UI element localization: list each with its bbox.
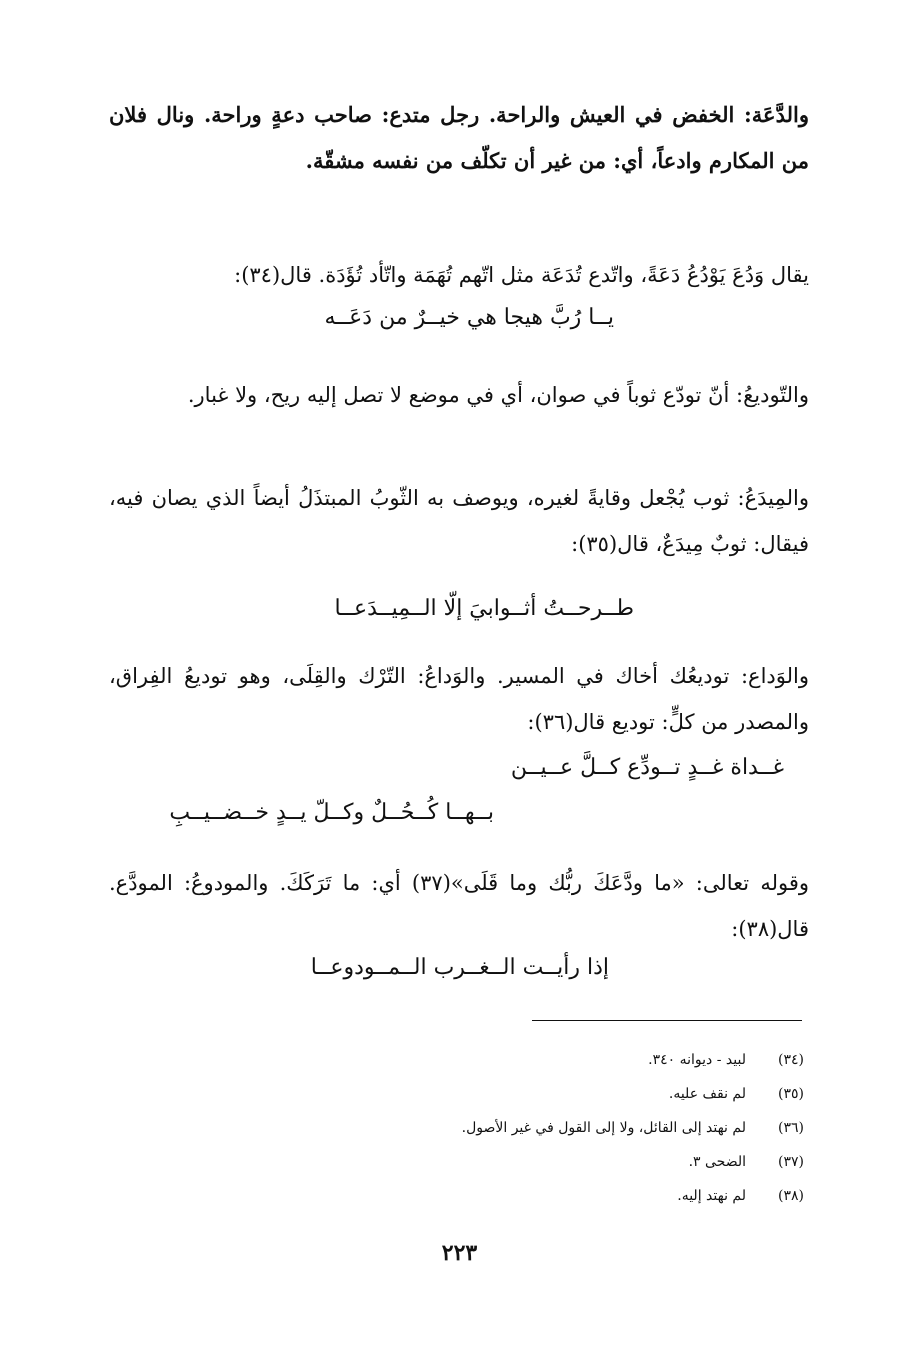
footnote-item bbox=[244, 1111, 804, 1145]
paragraph-wadu: يقال وَدُعَ يَوْدُعُ دَعَةً، واتّدع تُدَعَة مثل اتّهم تُهَمَة واتّأد تُؤَدَة. قال(٣٤): bbox=[234, 263, 809, 287]
footnote-number: (٣٨) bbox=[778, 1188, 804, 1204]
paragraph-wada: والوَداع: توديعُك أخاك في المسير. والوَداعُ: التّرْك والقِلَى، وهو توديعُ الفِراق، والمصدر من كلٍّ: توديع قال(٣٦): bbox=[109, 664, 809, 734]
paragraph-quran: وقوله تعالى: «ما ودَّعَكَ ربُّك وما قَلَى»(٣٧) أي: ما تَرَكَكَ. والمودوعُ: المودَّع. قال(٣٨): bbox=[109, 871, 810, 941]
footnote-item bbox=[244, 1179, 804, 1213]
paragraph-mida: والمِيدَعُ: ثوب يُجْعل وقايةً لغيره، ويوصف به الثّوبُ المبتذَلُ أيضاً الذي يصان فيه، فيقال: ثوبٌ مِيدَعٌ، قال(٣٥): bbox=[109, 486, 809, 556]
verse-line: يــا رُبَّ هيجا هي خيــرٌ من دَعَــه bbox=[324, 305, 614, 330]
paragraph-tawdi: والتّوديعُ: أنّ تودّع ثوباً في صوان، أي في موضع لا تصل إليه ريح، ولا غبار. bbox=[187, 383, 809, 407]
footnote-text: لم نهتد إلى القائل، ولا إلى القول في غير الأصول. bbox=[461, 1120, 746, 1136]
footnote-divider bbox=[532, 1020, 802, 1021]
footnotes bbox=[244, 1043, 804, 1213]
footnote-number: (٣٧) bbox=[778, 1154, 804, 1170]
footnote-text: لم نهتد إليه. bbox=[677, 1188, 746, 1204]
footnote-item bbox=[244, 1077, 804, 1111]
paragraph-dia: والدَّعَة: الخفض في العيش والراحة. رجل متدع: صاحب دعةٍ وراحة. ونال فلان من المكارم وادعاً، أي: من غير أن تكلّف من نفسه مشقّة. bbox=[109, 102, 809, 173]
footnote-text: الضحى ٣. bbox=[688, 1154, 746, 1170]
footnote-number: (٣٦) bbox=[778, 1120, 804, 1136]
footnote-item bbox=[244, 1145, 804, 1179]
verse-line: بــهــا كُــحُــلٌ وكــلّ يــدٍ خــضــيــبِ bbox=[169, 800, 494, 825]
verse-line: إذا رأيــت الــغــرب الــمــودوعــا bbox=[310, 955, 609, 980]
footnote-text: لم نقف عليه. bbox=[668, 1086, 746, 1102]
verse-line: طــرحــتُ أثــوابيَ إلّا الــمِيــدَعــا bbox=[334, 596, 634, 621]
verse-line: غــداة غــدٍ تــودِّع كــلَّ عــيــن bbox=[510, 755, 784, 780]
footnote-text: لبيد - ديوانه ٣٤٠. bbox=[648, 1052, 746, 1068]
footnote-number: (٣٥) bbox=[778, 1086, 804, 1102]
page-number: ٢٢٣ bbox=[441, 1240, 478, 1266]
footnote-item bbox=[244, 1043, 804, 1077]
footnote-number: (٣٤) bbox=[778, 1052, 804, 1068]
